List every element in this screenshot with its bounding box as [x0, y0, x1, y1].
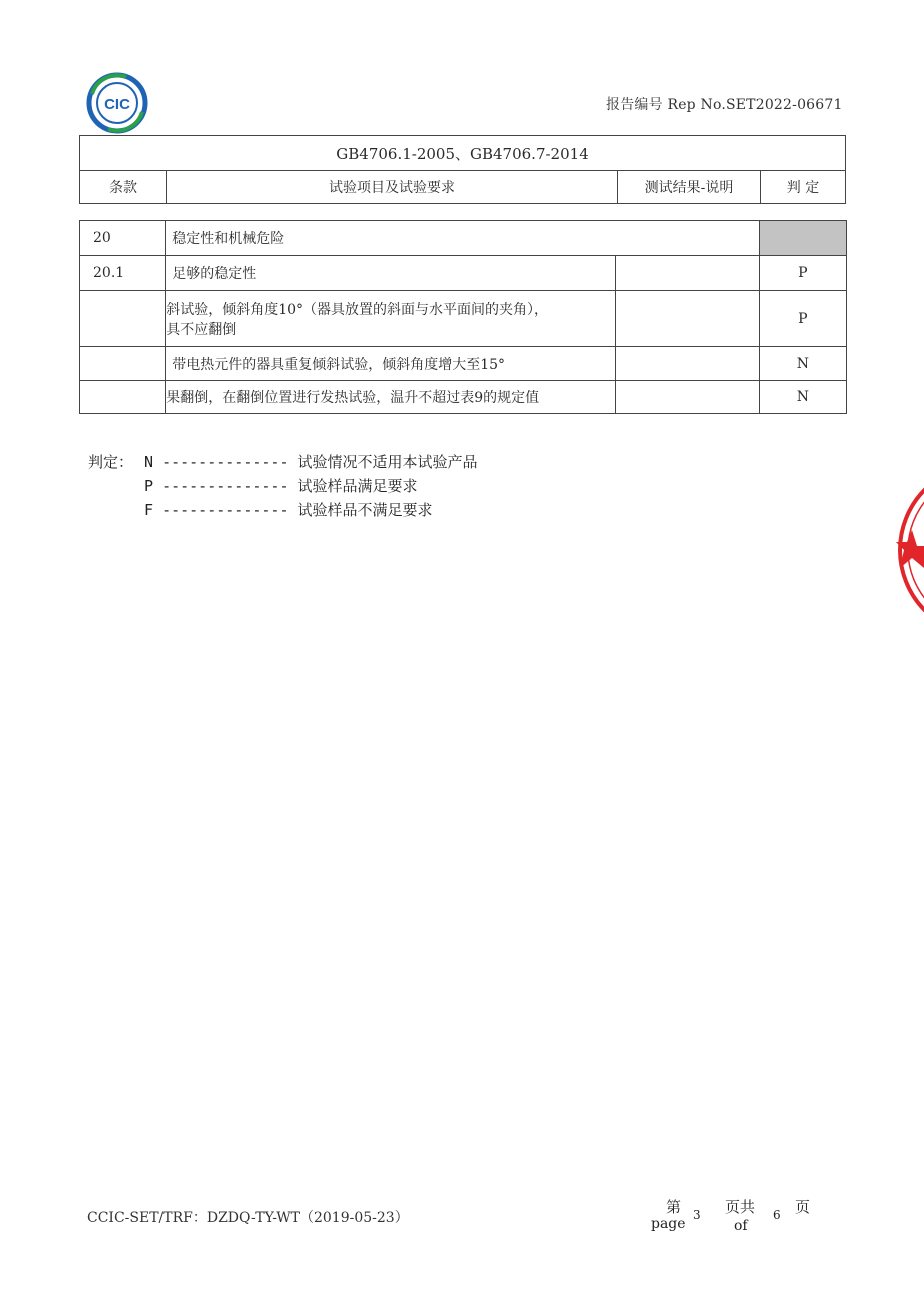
clause-result	[616, 381, 759, 414]
clause-verdict: N	[759, 381, 846, 414]
requirement-line: 具不应翻倒	[166, 321, 237, 338]
clause-verdict: P	[759, 256, 846, 291]
legend-code: N	[144, 453, 154, 471]
clause-number: 20	[80, 221, 166, 256]
table-row	[80, 221, 847, 256]
standard-header-table	[79, 135, 846, 204]
form-code: CCIC-SET/TRF：DZDQ-TY-WT（2019-05-23）	[87, 1210, 409, 1226]
verdict-legend	[88, 450, 478, 522]
cic-logo	[86, 72, 148, 134]
clause-number	[80, 381, 166, 414]
legend-row	[88, 474, 478, 498]
report-number: 报告编号 Rep No.SET2022-06671	[606, 97, 843, 113]
legend-text: 试验样品满足要求	[297, 477, 418, 495]
page-label-cn-2: 页共	[725, 1198, 756, 1216]
page-label-en-1: page	[651, 1216, 686, 1232]
clause-table	[79, 220, 847, 414]
page-label-cn-3: 页	[795, 1198, 811, 1216]
page-label-en-2: of	[734, 1218, 748, 1234]
clause-verdict	[759, 221, 846, 256]
table-row	[80, 291, 847, 347]
legend-text: 试验样品不满足要求	[297, 501, 433, 519]
clause-requirement: 果翻倒，在翻倒位置进行发热试验，温升不超过表9的规定值	[166, 381, 616, 414]
svg-text:CIC: CIC	[104, 96, 130, 113]
clause-requirement: 足够的稳定性	[166, 256, 616, 291]
column-header-verdict: 判 定	[761, 171, 846, 204]
red-seal-stamp	[896, 460, 924, 640]
page-label-cn-1: 第	[666, 1198, 682, 1216]
clause-requirement: 稳定性和机械危险	[166, 221, 760, 256]
requirement-line: 斜试验，倾斜角度10°（器具放置的斜面与水平面间的夹角），	[166, 301, 549, 318]
clause-number	[80, 347, 166, 381]
legend-code: P	[144, 477, 154, 495]
clause-number: 20.1	[80, 256, 166, 291]
clause-verdict: P	[759, 291, 846, 347]
page-total: 6	[773, 1208, 781, 1222]
standard-title: GB4706.1-2005、GB4706.7-2014	[80, 136, 846, 171]
legend-dashes: --------------	[162, 501, 289, 519]
column-header-result: 测试结果-说明	[618, 171, 761, 204]
legend-row	[88, 450, 478, 474]
legend-code: F	[144, 501, 154, 519]
clause-requirement: 带电热元件的器具重复倾斜试验，倾斜角度增大至15°	[166, 347, 616, 381]
legend-row	[88, 498, 478, 522]
column-header-clause: 条款	[80, 171, 167, 204]
table-row	[80, 381, 847, 414]
legend-text: 试验情况不适用本试验产品	[297, 453, 478, 471]
legend-dashes: --------------	[162, 453, 289, 471]
table-row	[80, 256, 847, 291]
clause-result	[616, 291, 759, 347]
legend-dashes: --------------	[162, 477, 289, 495]
clause-result	[616, 256, 759, 291]
clause-requirement	[166, 291, 616, 347]
page-current: 3	[693, 1208, 701, 1222]
legend-title: 判定：	[88, 453, 134, 471]
column-header-requirement: 试验项目及试验要求	[167, 171, 618, 204]
clause-result	[616, 347, 759, 381]
clause-verdict: N	[759, 347, 846, 381]
table-row	[80, 347, 847, 381]
clause-number	[80, 291, 166, 347]
